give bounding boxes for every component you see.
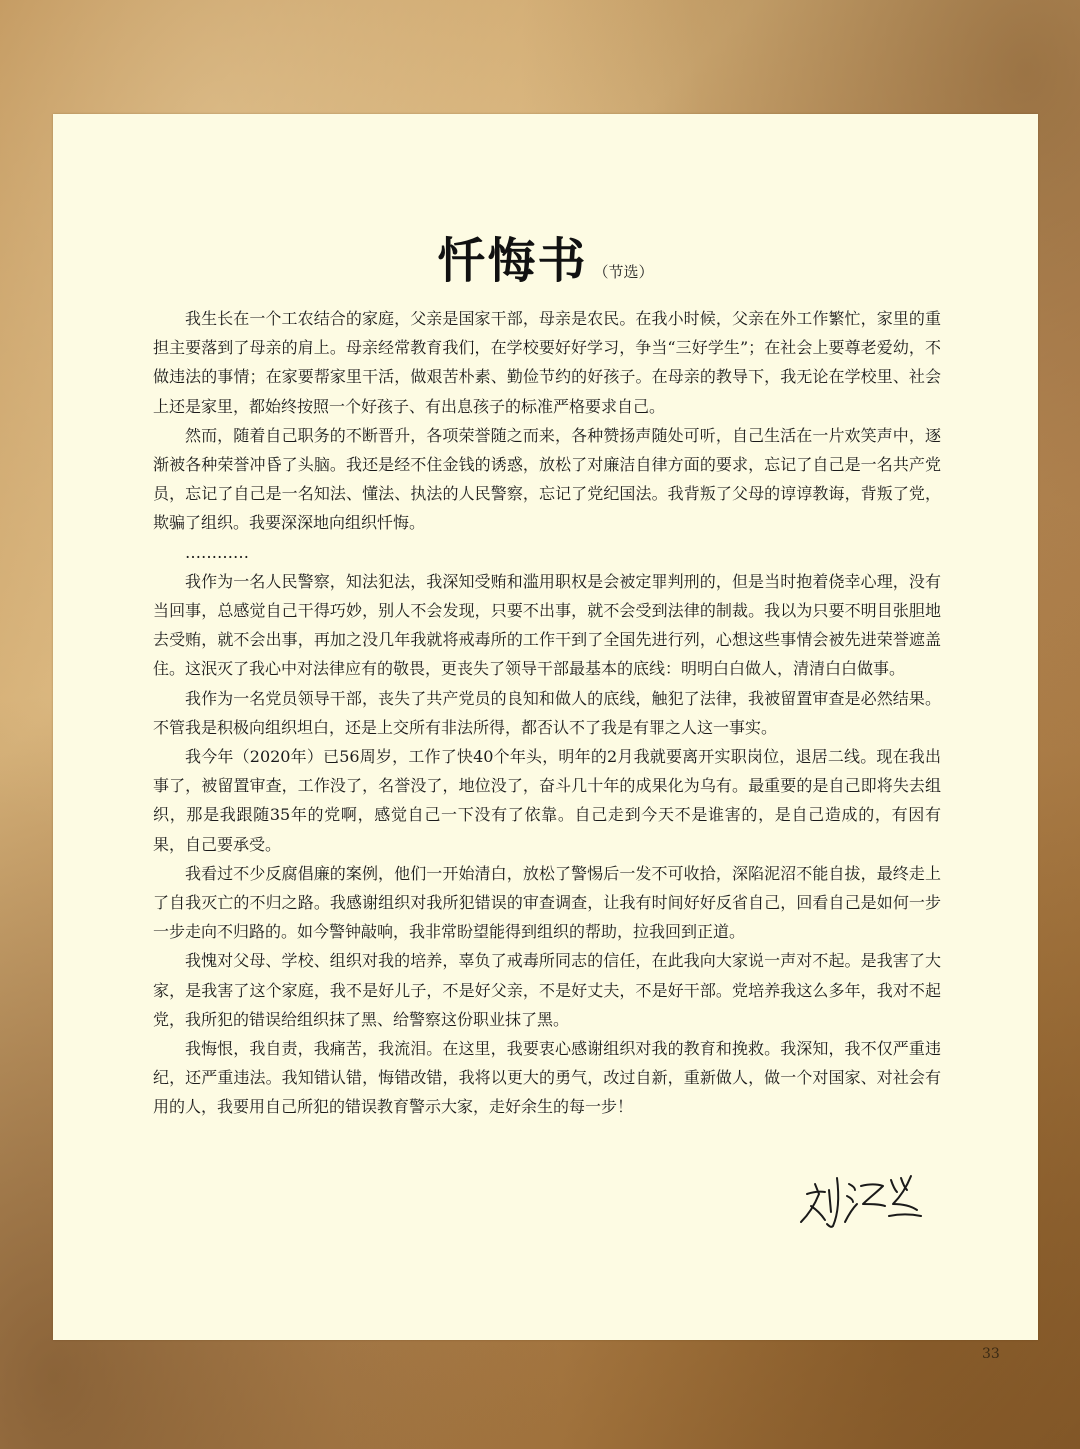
paragraph: 我愧对父母、学校、组织对我的培养，辜负了戒毒所同志的信任，在此我向大家说一声对不起。是我害了大家，是我害了这个家庭，我不是好儿子，不是好父亲，不是好丈夫，不是好干部。党培养我这么多年，我对不起党，我所犯的错误给组织抹了黑、给警察这份职业抹了黑。	[153, 951, 941, 1029]
paragraph: 我看过不少反腐倡廉的案例，他们一开始清白，放松了警惕后一发不可收拾，深陷泥沼不能自拔，最终走上了自我灭亡的不归之路。我感谢组织对我所犯错误的审查调查，让我有时间好好反省自己，回看自己是如何一步一步走向不归路的。如今警钟敲响，我非常盼望能得到组织的帮助，拉我回到正道。	[153, 863, 941, 942]
paragraph: 我作为一名人民警察，知法犯法，我深知受贿和滥用职权是会被定罪判刑的，但是当时抱着侥幸心理，没有当回事，总感觉自己干得巧妙，别人不会发现，只要不出事，就不会受到法律的制裁。我以为只要不明目张胆地去受贿，就不会出事，再加之没几年我就将戒毒所的工作干到了全国先进行列，心想这些事情会被先进荣誉遮盖住。这泯灭了我心中对法律应有的敬畏，更丧失了领导干部最基本的底线：明明白白做人，清清白白做事。	[153, 571, 941, 679]
page-number: 33	[982, 1346, 1000, 1362]
ellipsis-paragraph: …………	[185, 542, 249, 562]
document-subtitle: （节选）	[593, 263, 654, 281]
document-body	[153, 304, 941, 1122]
title-block	[53, 222, 1038, 291]
paragraph: 我今年（2020年）已56周岁，工作了快40个年头，明年的2月我就要离开实职岗位，退居二线。现在我出事了，被留置审查，工作没了，名誉没了，地位没了，奋斗几十年的成果化为乌有。最重要的是自己即将失去组织，那是我跟随35年的党啊，感觉自己一下没有了依靠。自己走到今天不是谁害的，是自己造成的，有因有果，自己要承受。	[153, 747, 941, 854]
handwritten-signature	[793, 1164, 933, 1244]
paragraph: 我作为一名党员领导干部，丧失了共产党员的良知和做人的底线，触犯了法律，我被留置审查是必然结果。不管我是积极向组织坦白，还是上交所有非法所得，都否认不了我是有罪之人这一事实。	[153, 688, 941, 737]
paragraph: 我悔恨，我自责，我痛苦，我流泪。在这里，我要衷心感谢组织对我的教育和挽救。我深知，我不仅严重违纪，还严重违法。我知错认错，悔错改错，我将以更大的勇气，改过自新，重新做人，做一个对国家、对社会有用的人，我要用自己所犯的错误教育警示大家，走好余生的每一步！	[153, 1039, 941, 1117]
paragraph: 我生长在一个工农结合的家庭，父亲是国家干部，母亲是农民。在我小时候，父亲在外工作繁忙，家里的重担主要落到了母亲的肩上。母亲经常教育我们，在学校要好好学习，争当“三好学生”；在社会上要尊老爱幼，不做违法的事情；在家要帮家里干活，做艰苦朴素、勤俭节约的好孩子。在母亲的教导下，我无论在学校里、社会上还是家里，都始终按照一个好孩子、有出息孩子的标准严格要求自己。	[153, 309, 941, 416]
paper-sheet	[53, 114, 1038, 1340]
paragraph: 然而，随着自己职务的不断晋升，各项荣誉随之而来，各种赞扬声随处可听，自己生活在一片欢笑声中，逐渐被各种荣誉冲昏了头脑。我还是经不住金钱的诱惑，放松了对廉洁自律方面的要求，忘记了自己是一名共产党员，忘记了自己是一名知法、懂法、执法的人民警察，忘记了党纪国法。我背叛了父母的谆谆教诲，背叛了党，欺骗了组织。我要深深地向组织忏悔。	[153, 425, 941, 533]
document-title: 忏悔书	[437, 233, 588, 289]
